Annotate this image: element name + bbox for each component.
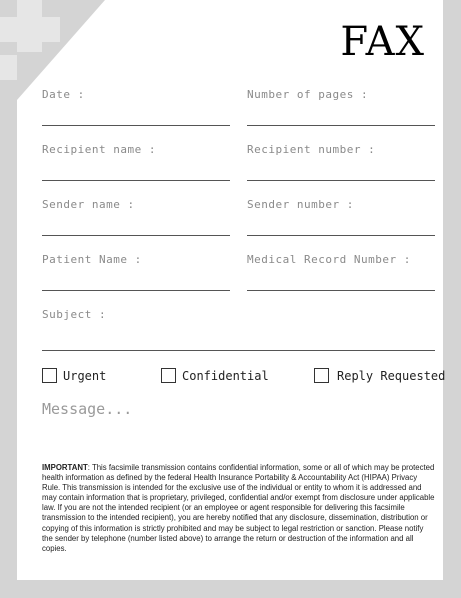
urgent-checkbox[interactable] <box>42 368 106 383</box>
reply-requested-checkbox[interactable] <box>314 368 445 383</box>
confidential-label: Confidential <box>182 368 269 383</box>
patient-name-line[interactable] <box>42 290 230 291</box>
recipient-name-label: Recipient name : <box>42 143 156 156</box>
sender-name-label: Sender name : <box>42 198 135 211</box>
reply-requested-checkbox-box[interactable] <box>314 368 329 383</box>
page-title: FAX <box>340 19 425 65</box>
num-pages-label: Number of pages : <box>247 88 369 101</box>
patient-name-label: Patient Name : <box>42 253 142 266</box>
sender-name-line[interactable] <box>42 235 230 236</box>
sender-number-label: Sender number : <box>247 198 354 211</box>
medical-record-number-label: Medical Record Number : <box>247 253 411 266</box>
recipient-number-line[interactable] <box>247 180 435 181</box>
confidential-checkbox-box[interactable] <box>161 368 176 383</box>
recipient-number-label: Recipient number : <box>247 143 376 156</box>
recipient-name-line[interactable] <box>42 180 230 181</box>
notice-text: : This facsimile transmission contains confidential information, some or all of which may be protected health information as defined by the federal Health Insurance Portability & Accountability Act (HIPAA) Privacy Rule. This transmission is intended for the exclusive use of the individual or entity to whom it is addressed and may contain information that is proprietary, privileged, confidential and/or exempt from disclosure under applicable law. If you are not the intended recipient (or an employee or agent responsible for delivering this facsimile transmission to the intended recipient), you are hereby notified that any disclosure, dissemination, distribution or copying of this information is strictly prohibited and may be subject to legal restriction or sanction. Please notify the sender by telephone (number listed above) to arrange the return or destruction of the information and all copies. <box>42 463 435 553</box>
sender-number-line[interactable] <box>247 235 435 236</box>
urgent-label: Urgent <box>63 368 107 383</box>
date-line[interactable] <box>42 125 230 126</box>
subject-label: Subject : <box>42 308 107 321</box>
reply-requested-label: Reply Requested <box>337 368 446 383</box>
message-field[interactable]: Message... <box>42 400 133 418</box>
medical-record-number-line[interactable] <box>247 290 435 291</box>
confidential-checkbox[interactable] <box>161 368 269 383</box>
confidentiality-notice <box>42 463 435 554</box>
date-label: Date : <box>42 88 85 101</box>
notice-label: IMPORTANT <box>42 463 88 472</box>
urgent-checkbox-box[interactable] <box>42 368 57 383</box>
subject-line[interactable] <box>42 350 435 351</box>
num-pages-line[interactable] <box>247 125 435 126</box>
medical-cross-icon <box>0 0 60 80</box>
